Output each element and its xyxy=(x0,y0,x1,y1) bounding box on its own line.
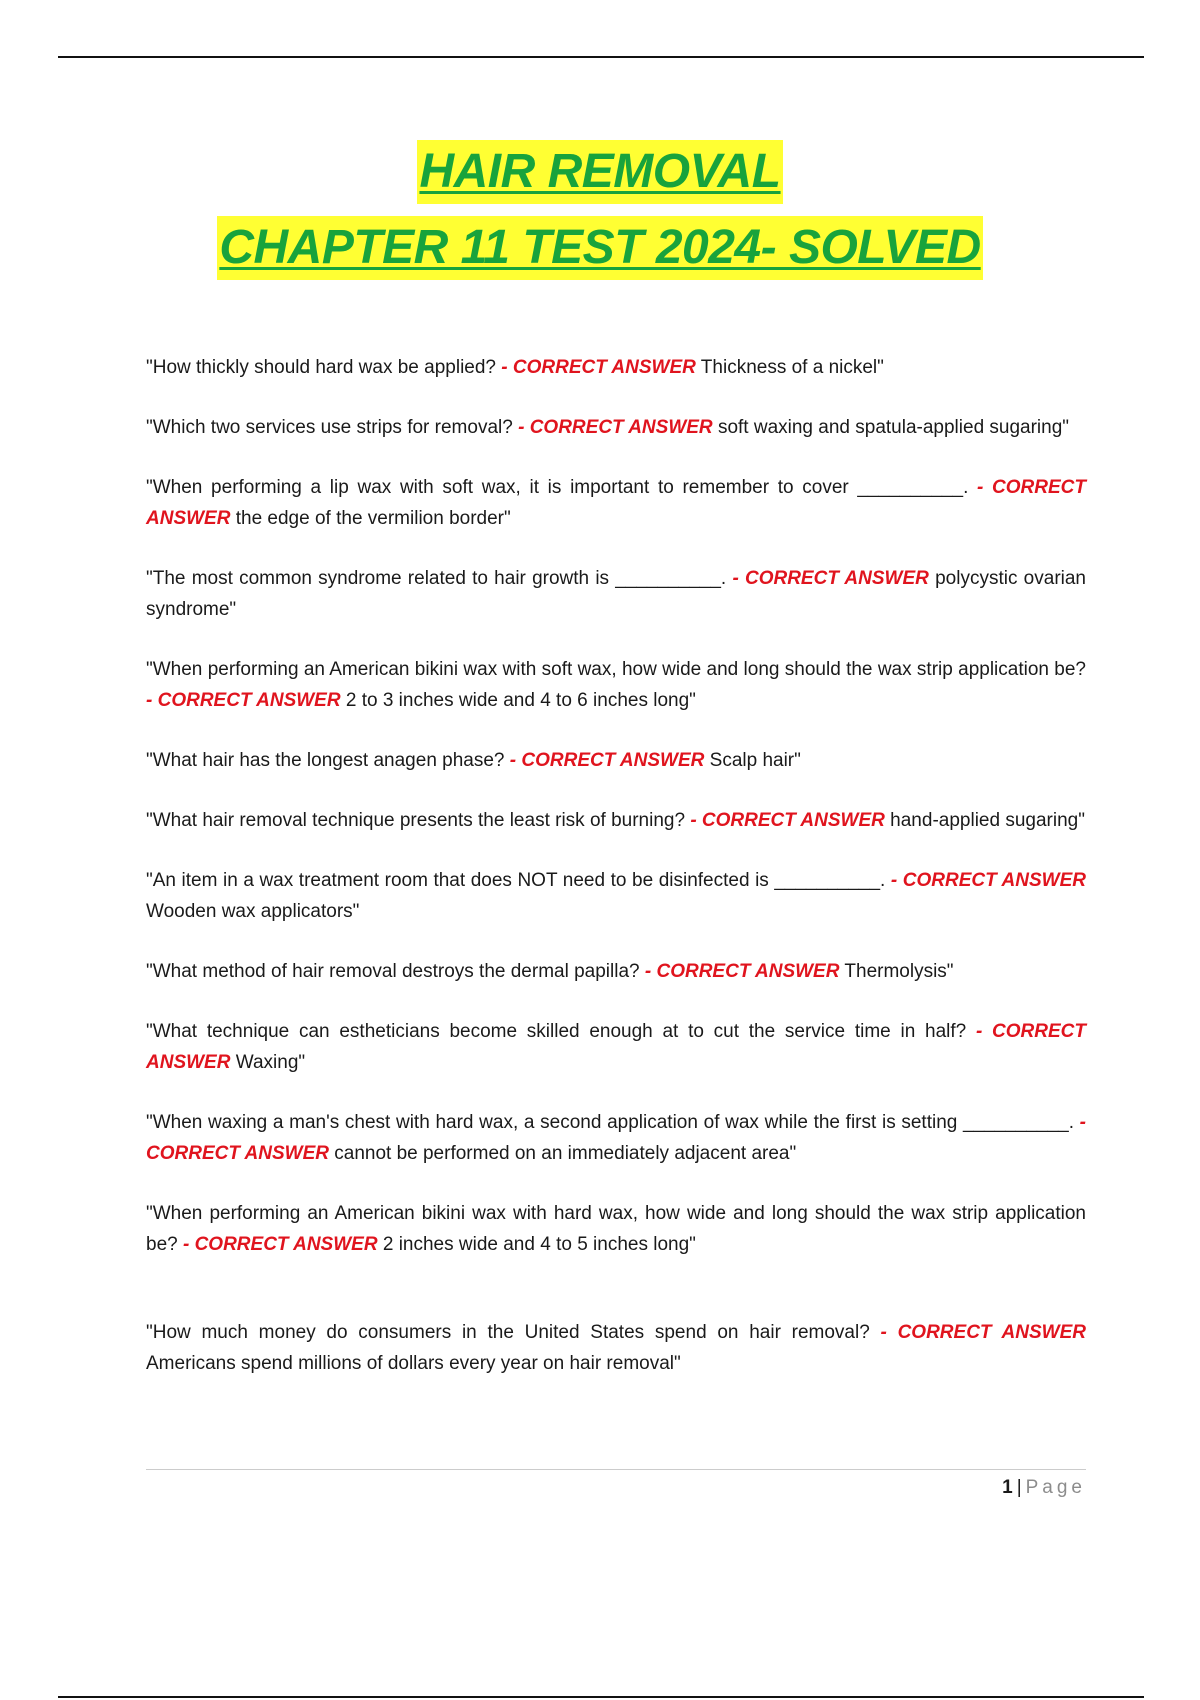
top-page-rule xyxy=(58,56,1144,58)
question-text: "When performing an American bikini wax with hard wax, how wide and long should the wax strip application be? xyxy=(146,1203,1086,1255)
answer-text: Americans spend millions of dollars every year on hair removal" xyxy=(146,1353,681,1374)
page-separator: | xyxy=(1016,1477,1022,1498)
correct-answer-label: - CORRECT ANSWER xyxy=(880,1322,1087,1343)
answer-text: hand-applied sugaring" xyxy=(890,810,1085,831)
answer-text: 2 inches wide and 4 to 5 inches long" xyxy=(382,1234,696,1255)
answer-text: Thermolysis" xyxy=(844,961,954,982)
question-text: "What hair has the longest anagen phase? xyxy=(146,750,505,771)
qa-item xyxy=(146,1016,1086,1078)
correct-answer-label: - CORRECT ANSWER xyxy=(146,1021,1087,1073)
qa-item xyxy=(146,805,1086,836)
question-text: "When performing a lip wax with soft wax, it is important to remember to cover __________. xyxy=(146,477,969,498)
title-line-2: CHAPTER 11 TEST 2024- SOLVED xyxy=(217,216,982,280)
correct-answer-label: - CORRECT ANSWER xyxy=(146,1112,1086,1164)
answer-text: Thickness of a nickel" xyxy=(700,357,884,378)
answer-text: soft waxing and spatula-applied sugaring" xyxy=(717,417,1070,438)
correct-answer-label: - CORRECT ANSWER xyxy=(501,357,696,378)
qa-item xyxy=(146,865,1086,927)
qa-item xyxy=(146,352,1086,383)
qa-item xyxy=(146,412,1086,443)
correct-answer-label: - CORRECT ANSWER xyxy=(509,750,705,771)
answer-text: cannot be performed on an immediately adjacent area" xyxy=(334,1143,797,1164)
footer-rule xyxy=(146,1469,1086,1470)
qa-item xyxy=(146,1107,1086,1169)
answer-text: 2 to 3 inches wide and 4 to 6 inches long" xyxy=(345,690,696,711)
correct-answer-label: - CORRECT ANSWER xyxy=(146,690,341,711)
question-text: "How much money do consumers in the United States spend on hair removal? xyxy=(146,1322,870,1343)
question-text: "The most common syndrome related to hair growth is __________. xyxy=(146,568,727,589)
answer-text: the edge of the vermilion border" xyxy=(235,508,511,529)
page-label: Page xyxy=(1025,1477,1086,1498)
bottom-page-rule xyxy=(58,1696,1144,1698)
page-footer xyxy=(146,1474,1086,1502)
correct-answer-label: - CORRECT ANSWER xyxy=(644,961,840,982)
correct-answer-label: - CORRECT ANSWER xyxy=(890,870,1086,891)
title-line-1: HAIR REMOVAL xyxy=(417,140,782,204)
question-text: "When performing an American bikini wax with soft wax, how wide and long should the wax strip application be? xyxy=(146,659,1086,680)
question-text: "What hair removal technique presents the least risk of burning? xyxy=(146,810,686,831)
answer-text: Scalp hair" xyxy=(709,750,801,771)
question-text: "How thickly should hard wax be applied? xyxy=(146,357,496,378)
answer-text: Wooden wax applicators" xyxy=(146,901,360,922)
correct-answer-label: - CORRECT ANSWER xyxy=(182,1234,378,1255)
correct-answer-label: - CORRECT ANSWER xyxy=(732,568,929,589)
qa-item xyxy=(146,1198,1086,1260)
question-text: "What method of hair removal destroys the dermal papilla? xyxy=(146,961,640,982)
correct-answer-label: - CORRECT ANSWER xyxy=(690,810,885,831)
question-text: "What technique can estheticians become skilled enough at to cut the service time in half? xyxy=(146,1021,967,1042)
qa-item xyxy=(146,745,1086,776)
qa-item xyxy=(146,563,1086,625)
question-text: "An item in a wax treatment room that does NOT need to be disinfected is __________. xyxy=(146,870,886,891)
qa-item xyxy=(146,654,1086,716)
answer-text: Waxing" xyxy=(235,1052,306,1073)
correct-answer-label: - CORRECT ANSWER xyxy=(146,477,1086,529)
page-number: 1 xyxy=(1002,1477,1013,1498)
document-title xyxy=(0,140,1200,292)
qa-item xyxy=(146,1317,1086,1379)
question-answer-list xyxy=(146,352,1086,1408)
question-text: "When waxing a man's chest with hard wax, a second application of wax while the first is setting __________. xyxy=(146,1112,1074,1133)
question-text: "Which two services use strips for removal? xyxy=(146,417,513,438)
qa-item xyxy=(146,956,1086,987)
answer-text: polycystic ovarian syndrome" xyxy=(146,568,1086,620)
qa-item xyxy=(146,472,1086,534)
correct-answer-label: - CORRECT ANSWER xyxy=(518,417,713,438)
